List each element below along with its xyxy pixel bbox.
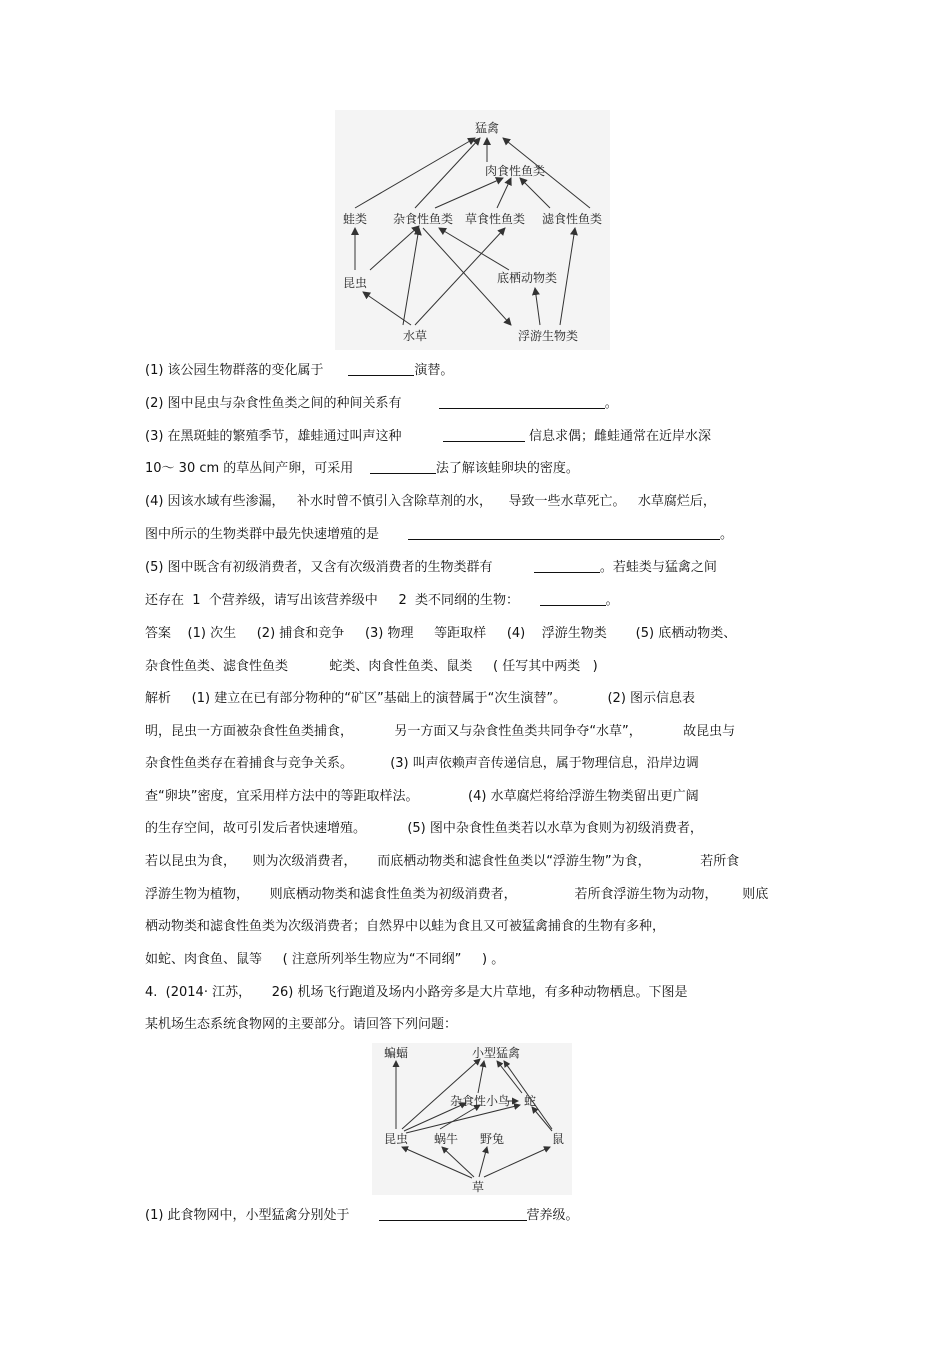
analysis-line: 若以昆虫为食， 则为次级消费者， 而底栖动物类和滤食性鱼类以“浮游生物”为食， 若所食 [145,854,740,869]
question-3-line-2: 10～ 30 cm 的草丛间产卵，可采用 法了解该蛙卵块的密度。 [145,461,579,476]
answer-blank-3b[interactable] [370,460,436,474]
analysis-line: 解析 (1) 建立在已有部分物种的“矿区”基础上的演替属于“次生演替”。 (2) 图示信息表 [145,691,696,706]
analysis-line: 的生存空间，故可引发后者快速增殖。 (5) 图中杂食性鱼类若以水草为食则为初级消费者， [145,821,703,836]
question-4-line-1: (4) 因该水域有些渗漏， 补水时曾不慎引入含除草剂的水， 导致一些水草死亡。 水草腐烂后， [145,494,716,509]
node-benthic-animals: 底栖动物类 [496,271,558,285]
node-rat: 鼠 [551,1132,565,1146]
analysis-line: 杂食性鱼类存在着捕食与竞争关系。 (3) 叫声依赖声音传递信息，属于物理信息，沿岸边调 [145,756,699,771]
question-1: (1) 该公园生物群落的变化属于 演替。 [145,363,454,378]
question-4-1: (1) 此食物网中，小型猛禽分别处于 营养级。 [145,1208,579,1223]
question-3-line-1: (3) 在黑斑蛙的繁殖季节，雄蛙通过叫声这种 信息求偶；雌蛙通常在近岸水深 [145,429,712,444]
node-small-raptor: 小型猛禽 [471,1046,521,1060]
analysis-line: 浮游生物为植物， 则底栖动物类和滤食性鱼类为初级消费者， 若所食浮游生物为动物， 则底 [145,887,769,902]
answer-blank-5b[interactable] [540,592,606,606]
node-omnivorous-bird: 杂食性小鸟 [449,1094,511,1108]
food-web-figure-2 [372,1043,572,1195]
answer-blank-4[interactable] [408,526,720,540]
node-omnivorous-fish: 杂食性鱼类 [392,212,454,226]
analysis-line: 栖动物类和滤食性鱼类为次级消费者；自然界中以蛙为食且又可被猛禽捕食的生物有多种， [145,919,666,934]
food-web-figure-1 [335,110,610,350]
question-next-line-2: 某机场生态系统食物网的主要部分。请回答下列问题： [145,1017,458,1032]
node-snake: 蛇 [523,1094,537,1108]
answer-blank-1[interactable] [348,362,414,376]
answer-blank-5a[interactable] [534,559,600,573]
answer-line-2: 杂食性鱼类、滤食性鱼类 蛇类、肉食性鱼类、鼠类 ( 任写其中两类 ) [145,659,598,674]
question-2: (2) 图中昆虫与杂食性鱼类之间的种间关系有 。 [145,396,618,411]
question-4-line-2: 图中所示的生物类群中最先快速增殖的是 。 [145,527,733,542]
node-insect: 昆虫 [383,1132,409,1146]
node-hare: 野兔 [479,1132,505,1146]
node-plankton: 浮游生物类 [517,329,579,343]
answer-line-1: 答案 (1) 次生 (2) 捕食和竞争 (3) 物理 等距取样 (4) 浮游生物类 (5) 底栖动物类、 [145,626,737,641]
node-grass: 草 [471,1180,485,1194]
question-5-line-1: (5) 图中既含有初级消费者，又含有次级消费者的生物类群有 。若蛙类与猛禽之间 [145,560,717,575]
node-insect: 昆虫 [342,276,368,290]
node-waterweed: 水草 [402,329,428,343]
question-5-line-2: 还存在 1 个营养级，请写出该营养级中 2 类不同纲的生物： 。 [145,593,619,608]
analysis-line: 查“卵块”密度，宜采用样方法中的等距取样法。 (4) 水草腐烂将给浮游生物类留出更广阔 [145,789,699,804]
node-herbivorous-fish: 草食性鱼类 [464,212,526,226]
analysis-line: 明，昆虫一方面被杂食性鱼类捕食， 另一方面又与杂食性鱼类共同争夺“水草”， 故昆虫与 [145,724,736,739]
answer-blank-4-1[interactable] [379,1207,527,1221]
node-bat: 蝙蝠 [383,1046,409,1060]
question-next-line-1: 4. (2014· 江苏， 26) 机场飞行跑道及场内小路旁多是大片草地，有多种动物栖息。下图是 [145,985,688,1000]
analysis-line: 如蛇、肉食鱼、鼠等 ( 注意所列举生物应为“不同纲” ) 。 [145,952,505,967]
node-raptor: 猛禽 [474,121,500,135]
answer-blank-3a[interactable] [443,428,525,442]
node-snail: 蜗牛 [433,1132,459,1146]
node-filter-fish: 滤食性鱼类 [541,212,603,226]
answer-blank-2[interactable] [439,395,605,409]
node-frog: 蛙类 [342,212,368,226]
node-carnivorous-fish: 肉食性鱼类 [484,164,546,178]
